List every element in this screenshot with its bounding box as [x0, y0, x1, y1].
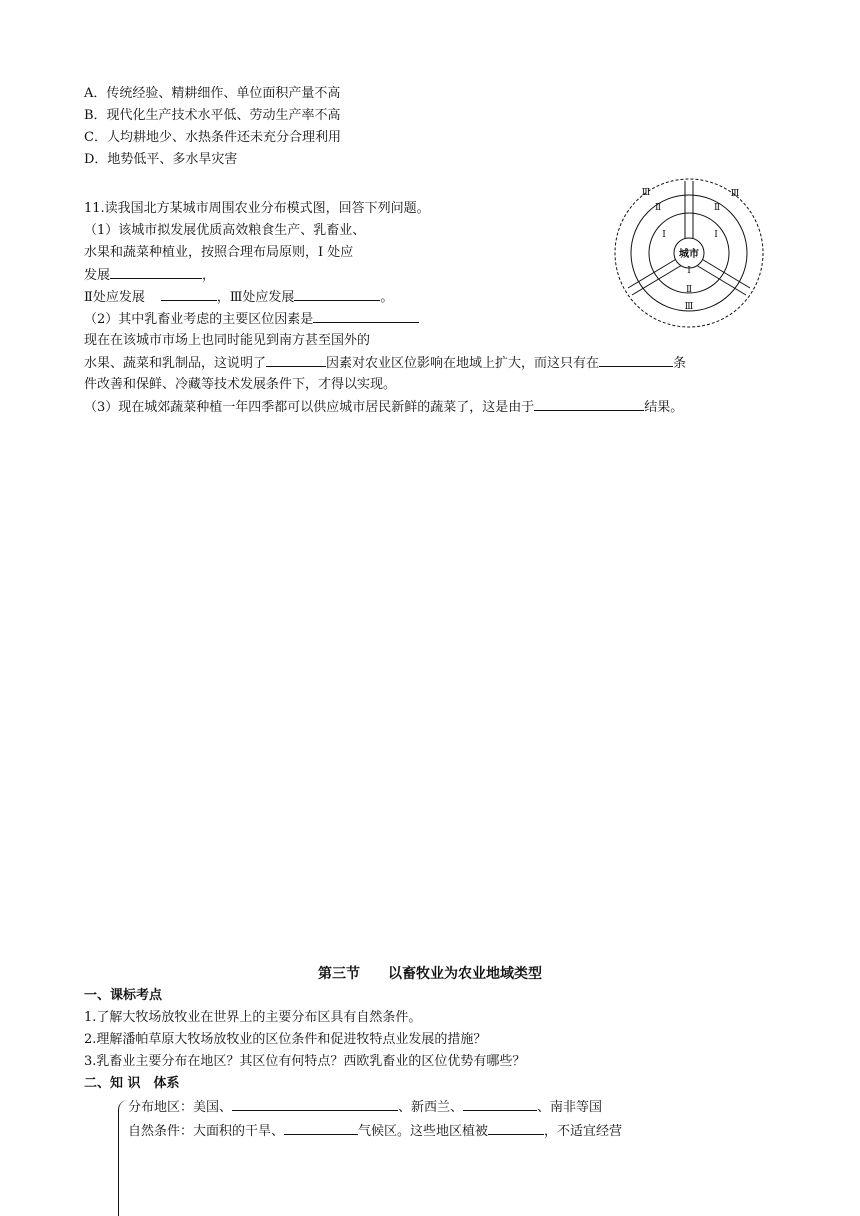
option-c: C．人均耕地少、水热条件还未充分合理利用: [84, 130, 341, 145]
curriculum-item-1: 1.了解大牧场放牧业在世界上的主要分布区具有自然条件。: [84, 1010, 422, 1025]
answer-blank-reason[interactable]: [534, 396, 644, 411]
q11-p2-line3-a: 水果、蔬菜和乳制品，这说明了: [84, 356, 267, 371]
q11-p2-line1-text: （2）其中乳畜业考虑的主要区位因素是: [84, 312, 314, 327]
ring2-label-right: Ⅱ: [713, 203, 721, 213]
q11-p1-line1: （1）该城市拟发展优质高效粮食生产、乳畜业、: [84, 223, 366, 238]
distribution-b: 、新西兰、: [398, 1100, 464, 1115]
answer-blank-distribution-1[interactable]: [232, 1096, 398, 1111]
ring2-label-bottom: Ⅱ: [685, 285, 693, 295]
q11-p1-line4-c: 。: [380, 290, 394, 305]
option-d: D．地势低平、多水旱灾害: [84, 152, 238, 167]
answer-blank-dairy-factor[interactable]: [313, 308, 419, 323]
natural-a: 自然条件：大面积的干旱、: [128, 1124, 285, 1139]
ring3-label-right: Ⅲ: [730, 189, 740, 199]
q11-p2-line4: 件改善和保鲜、冷藏等技术发展条件下，才得以实现。: [84, 377, 397, 392]
city-label: 城市: [679, 249, 699, 260]
answer-blank-ring1[interactable]: [110, 264, 202, 279]
q11-p1-line2: 水果和蔬菜种植业，按照合理布局原则，I 处应: [84, 245, 354, 260]
q11-stem: 11.读我国北方某城市周围农业分布模式图，回答下列问题。: [84, 201, 430, 216]
q11-p1-line3-suffix: ，: [202, 268, 216, 283]
answer-blank-vegetation[interactable]: [488, 1120, 544, 1135]
ring3-label-bottom: Ⅲ: [684, 302, 694, 312]
ring1-label-left: I: [662, 230, 666, 240]
ring1-label-bottom: I: [687, 266, 691, 276]
natural-b: 气候区。这些地区植被: [358, 1124, 489, 1139]
answer-blank-climate[interactable]: [284, 1120, 358, 1135]
section-title: 第三节 以畜牧业为农业地域类型: [318, 966, 542, 982]
option-b: B．现代化生产技术水平低、劳动生产率不高: [84, 108, 341, 123]
answer-blank-distribution-2[interactable]: [463, 1096, 537, 1111]
q11-p2-line3-c: 条: [673, 356, 687, 371]
q11-p2-line1: [84, 308, 419, 331]
q11-p1-line4: [84, 286, 393, 309]
q11-p2-line2: 现在在该城市市场上也同时能见到南方甚至国外的: [84, 333, 371, 348]
q11-p1-line4-a: Ⅱ处应发展: [84, 290, 145, 305]
answer-blank-condition[interactable]: [599, 352, 673, 367]
q11-p1-line4-b: ，Ⅲ处应发展: [216, 290, 295, 305]
distribution-line: [128, 1096, 602, 1119]
q11-p3: [84, 396, 683, 419]
ring3-label-left: Ⅲ: [641, 188, 651, 198]
curriculum-item-3: 3.乳畜业主要分布在地区？其区位有何特点？西欧乳畜业的区位优势有哪些？: [84, 1054, 526, 1069]
answer-blank-ring3[interactable]: [294, 286, 380, 301]
distribution-a: 分布地区：美国、: [128, 1100, 233, 1115]
curriculum-item-2: 2.理解潘帕草原大牧场放牧业的区位条件和促进牧特点业发展的措施？: [84, 1032, 487, 1047]
ring1-label-right: I: [714, 230, 718, 240]
heading-curriculum: 一、课标考点: [84, 988, 163, 1003]
natural-c: ，不适宜经营: [544, 1124, 623, 1139]
option-a: A．传统经验、精耕细作、单位面积产量不高: [84, 86, 341, 101]
answer-blank-ring2[interactable]: [161, 286, 217, 301]
heading-knowledge: 二、知 识 体系: [84, 1076, 180, 1091]
q11-p1-line3: [84, 264, 215, 287]
q11-p3-a: （3）现在城郊蔬菜种植一年四季都可以供应城市居民新鲜的蔬菜了，这是由于: [84, 400, 535, 415]
natural-conditions-line: [128, 1120, 622, 1143]
answer-blank-factor[interactable]: [266, 352, 326, 367]
ring2-label-left: Ⅱ: [654, 203, 662, 213]
q11-p3-b: 结果。: [644, 400, 684, 415]
q11-p1-line3-prefix: 发展: [84, 268, 111, 283]
distribution-c: 、南非等国: [537, 1100, 603, 1115]
q11-p2-line3: [84, 352, 686, 375]
q11-p2-line3-b: 因素对农业区位影响在地域上扩大，而这只有在: [326, 356, 600, 371]
agriculture-ring-diagram: [612, 176, 766, 330]
